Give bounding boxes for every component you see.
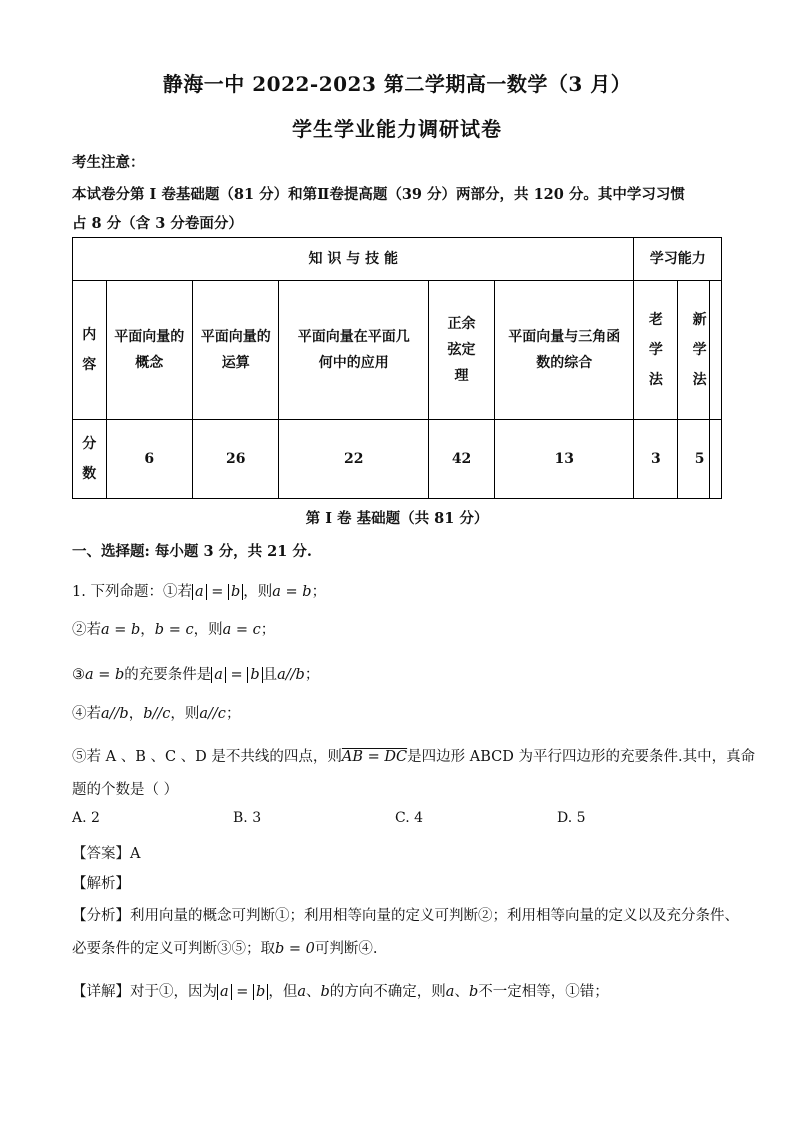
statement-4: ④若a//b，b//c，则a//c； (72, 706, 241, 722)
notice-line-1: 本试卷分第 I 卷基础题（81 分）和第Ⅱ卷提高题（39 分）两部分，共 120 分。其中学习习惯 (72, 186, 685, 203)
analysis-line-1: 【分析】利用向量的概念可判断①；利用相等向量的定义可判断②；利用相等向量的定义以及充分条件、 (72, 908, 739, 924)
notice-line-2: 占 8 分（含 3 分卷面分） (72, 215, 243, 232)
option-a: A. 2 (72, 810, 100, 826)
section-heading: 一、选择题: 每小题 3 分，共 21 分. (72, 543, 312, 560)
document-subtitle: 学生学业能力调研试卷 (292, 117, 502, 141)
statement-3: ③a = b的充要条件是 a = b 且a//b； (72, 667, 320, 683)
column-label: 平面向量的概念 (106, 281, 192, 420)
table-edge-line (709, 280, 710, 499)
statement-2: ②若a = b，b = c，则a = c； (72, 622, 276, 638)
score-row (73, 420, 722, 499)
score-cell: 22 (279, 420, 429, 499)
document-title: 静海一中 2022-2023 第二学期高一数学（3 月） (162, 72, 632, 96)
statement-5: ⑤若 A 、B 、C 、D 是不共线的四点，则AB = DC是四边形 ABCD 为平行四边形的充要条件.其中，真命 (72, 749, 756, 765)
score-cell: 13 (495, 420, 634, 499)
group-knowledge-skills: 知 识 与 技 能 (73, 238, 634, 281)
statement-1: 1. 下列命题：①若 a = b ，则a = b； (72, 584, 327, 600)
group-learning-ability: 学习能力 (634, 238, 722, 281)
option-c: C. 4 (395, 810, 424, 826)
row-label-score: 分数 (73, 420, 107, 499)
score-cell: 42 (429, 420, 495, 499)
answer-line: 【答案】A (72, 846, 141, 862)
column-label: 平面向量在平面几何中的应用 (279, 281, 429, 420)
content-row (73, 281, 722, 420)
column-label: 老学法 (634, 281, 678, 420)
detail-line-1: 【详解】对于①，因为 a = b ，但a、b的方向不确定，则a、b不一定相等，①错； (72, 984, 609, 1000)
table-header-row (73, 238, 722, 281)
analysis-tag: 【解析】 (72, 876, 130, 892)
part-title: 第 I 卷 基础题（共 81 分） (305, 510, 489, 527)
column-label: 平面向量与三角函数的综合 (495, 281, 634, 420)
option-b: B. 3 (233, 810, 262, 826)
notice-label: 考生注意： (72, 154, 145, 171)
score-cell: 3 (634, 420, 678, 499)
question-prompt-end: 题的个数是（ ） (72, 782, 179, 798)
score-cell: 26 (193, 420, 279, 499)
option-d: D. 5 (557, 810, 586, 826)
column-label: 新学法 (678, 281, 722, 420)
column-label: 平面向量的运算 (193, 281, 279, 420)
row-label-content: 内容 (73, 281, 107, 420)
score-cell: 6 (106, 420, 192, 499)
score-table (72, 237, 722, 499)
column-label: 正余弦定理 (429, 281, 495, 420)
score-cell: 5 (678, 420, 722, 499)
analysis-line-2: 必要条件的定义可判断③⑤；取b = 0可判断④. (72, 941, 378, 957)
